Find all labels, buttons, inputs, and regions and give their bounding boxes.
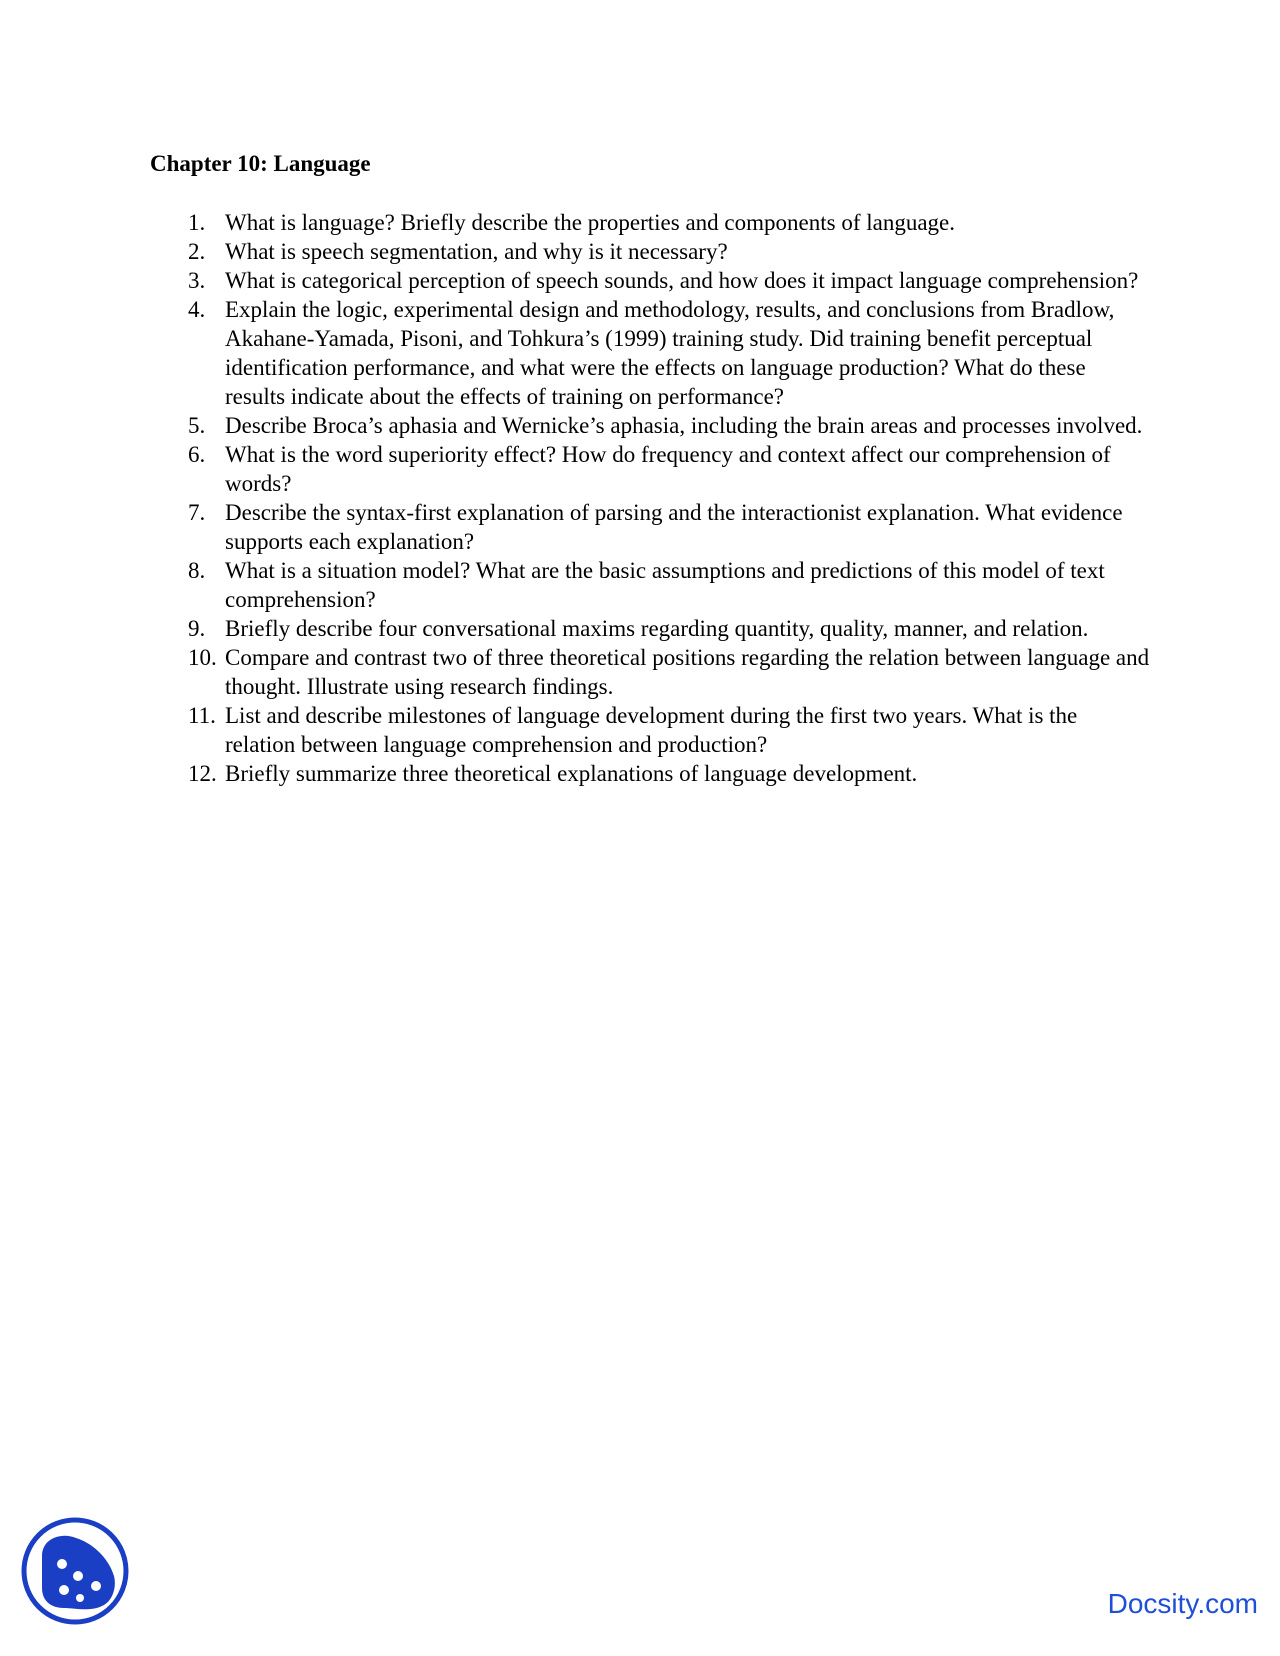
list-item	[150, 237, 1150, 266]
item-number: 6.	[188, 442, 206, 467]
item-number: 2.	[188, 239, 206, 264]
item-text: What is a situation model? What are the basic assumptions and predictions of this model of text comprehension?	[225, 558, 1105, 612]
item-text: Briefly describe four conversational maxims regarding quantity, quality, manner, and relation.	[225, 616, 1089, 641]
item-text: What is the word superiority effect? How do frequency and context affect our comprehension of words?	[225, 442, 1111, 496]
list-item	[150, 643, 1150, 701]
question-list	[150, 208, 1150, 788]
docsity-logo-icon[interactable]	[20, 1516, 130, 1626]
item-text: Briefly summarize three theoretical explanations of language development.	[225, 761, 918, 786]
item-number: 11.	[188, 703, 216, 728]
item-number: 12.	[188, 761, 217, 786]
list-item	[150, 614, 1150, 643]
item-text: What is language? Briefly describe the properties and components of language.	[225, 210, 955, 235]
list-item	[150, 295, 1150, 411]
item-number: 9.	[188, 616, 206, 641]
item-number: 5.	[188, 413, 206, 438]
list-item	[150, 208, 1150, 237]
item-text: Describe Broca’s aphasia and Wernicke’s aphasia, including the brain areas and processes involved.	[225, 413, 1143, 438]
item-number: 8.	[188, 558, 206, 583]
list-item	[150, 498, 1150, 556]
item-number: 1.	[188, 210, 206, 235]
item-number: 10.	[188, 645, 217, 670]
item-text: List and describe milestones of language development during the first two years. What is the relation between language comprehension and production?	[225, 703, 1078, 757]
list-item	[150, 411, 1150, 440]
item-text: Describe the syntax-first explanation of parsing and the interactionist explanation. What evidence supports each explanation?	[225, 500, 1123, 554]
item-number: 7.	[188, 500, 206, 525]
list-item	[150, 556, 1150, 614]
item-number: 3.	[188, 268, 206, 293]
brand-link[interactable]: Docsity.com	[1107, 1588, 1258, 1619]
item-text: Explain the logic, experimental design and methodology, results, and conclusions from Bradlow, Akahane-Yamada, Pisoni, and Tohkura’s (1999) training study. Did training benefit perceptual identification performance, and what were the effects on language production? What do these results indicate about the effects of training on performance?	[225, 297, 1115, 409]
item-text: What is speech segmentation, and why is it necessary?	[225, 239, 728, 264]
list-item	[150, 759, 1150, 788]
item-text: What is categorical perception of speech sounds, and how does it impact language comprehension?	[225, 268, 1139, 293]
list-item	[150, 440, 1150, 498]
list-item	[150, 701, 1150, 759]
item-number: 4.	[188, 297, 206, 322]
list-item	[150, 266, 1150, 295]
docsity-logo-graphic	[20, 1516, 130, 1626]
item-text: Compare and contrast two of three theoretical positions regarding the relation between language and thought. Illustrate using research findings.	[225, 645, 1150, 699]
page-title: Chapter 10: Language	[150, 151, 371, 176]
